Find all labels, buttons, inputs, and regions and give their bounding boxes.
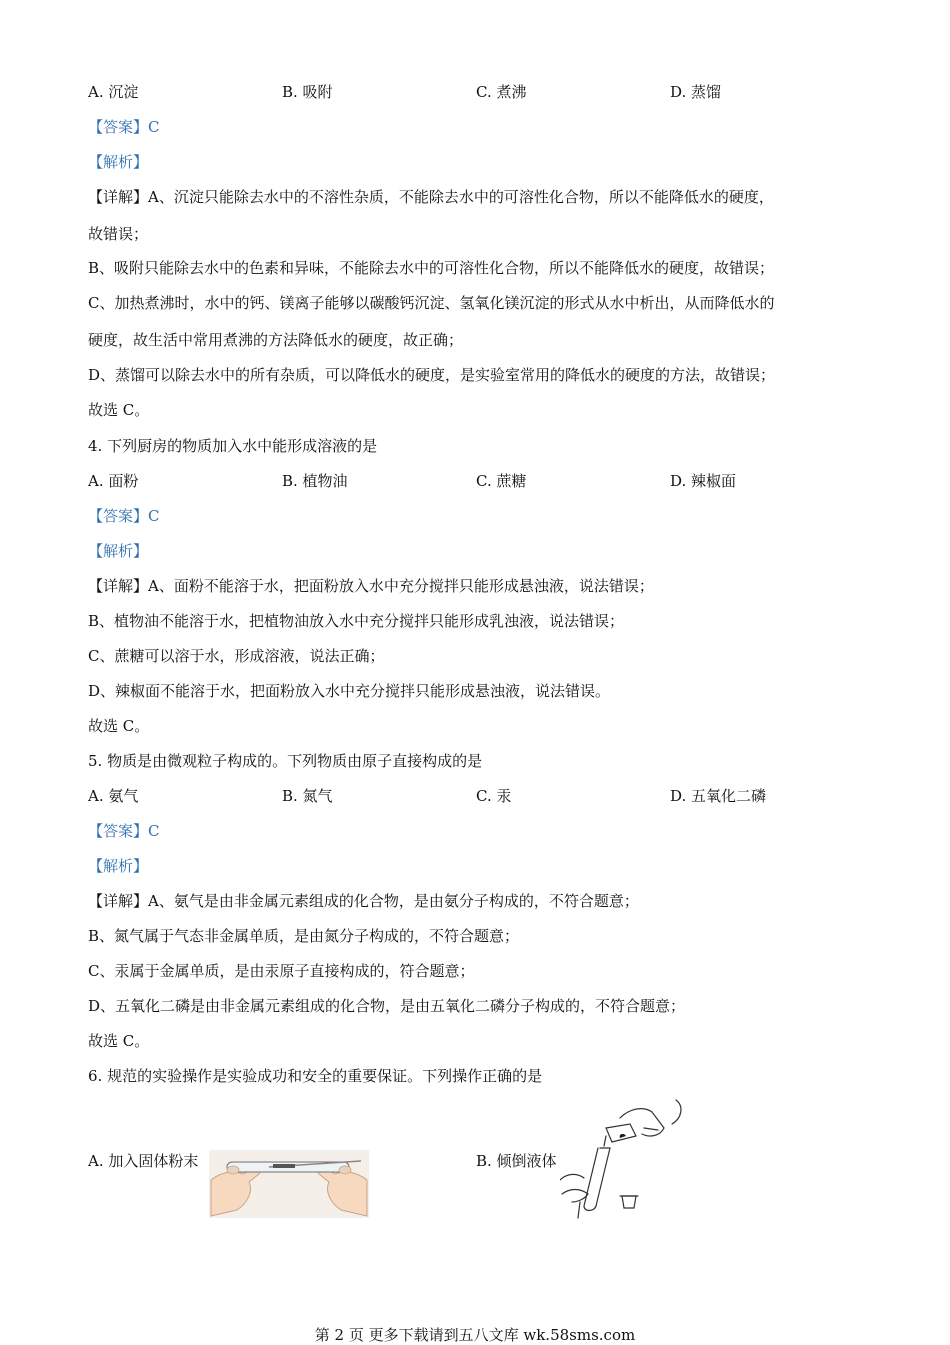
q5-analysis: 【解析】 — [88, 857, 149, 875]
q6-question: 6. 规范的实验操作是实验成功和安全的重要保证。下列操作正确的是 — [88, 1067, 543, 1085]
q5-detail-line: D、五氧化二磷是由非金属元素组成的化合物，是由五氧化二磷分子构成的，不符合题意； — [88, 997, 686, 1015]
q3-detail-line: C、加热煮沸时，水中的钙、镁离子能够以碳酸钙沉淀、氢氧化镁沉淀的形式从水中析出，从而降低水的 — [88, 294, 775, 312]
q4-conclusion: 故选 C。 — [88, 717, 150, 735]
page-footer: 第 2 页 更多下载请到五八文库 wk.58sms.com — [314, 1326, 636, 1344]
q4-option-a: A. 面粉 — [88, 472, 139, 490]
q5-detail-line: C、汞属于金属单质，是由汞原子直接构成的，符合题意； — [88, 962, 475, 980]
q5-option-c: C. 汞 — [476, 787, 512, 805]
figure-add-powder-image — [209, 1150, 369, 1218]
q3-detail-line: 硬度，故生活中常用煮沸的方法降低水的硬度，故正确； — [88, 331, 464, 349]
q4-option-b: B. 植物油 — [282, 472, 348, 490]
q3-option-a: A. 沉淀 — [88, 83, 139, 101]
q3-analysis: 【解析】 — [88, 153, 149, 171]
q6-option-b: B. 倾倒液体 — [476, 1152, 557, 1170]
q4-answer: 【答案】C — [88, 507, 160, 525]
q5-option-d: D. 五氧化二磷 — [670, 787, 767, 805]
q4-option-d: D. 辣椒面 — [670, 472, 737, 490]
q5-conclusion: 故选 C。 — [88, 1032, 150, 1050]
q3-detail-line: 【详解】A、沉淀只能除去水中的不溶性杂质，不能除去水中的可溶性化合物，所以不能降低水的硬度， — [88, 188, 774, 206]
q5-detail-line: B、氮气属于气态非金属单质，是由氮分子构成的，不符合题意； — [88, 927, 520, 945]
q5-answer: 【答案】C — [88, 822, 160, 840]
q3-option-c: C. 煮沸 — [476, 83, 527, 101]
q4-question: 4. 下列厨房的物质加入水中能形成溶液的是 — [88, 437, 378, 455]
q5-option-b: B. 氮气 — [282, 787, 333, 805]
q3-conclusion: 故选 C。 — [88, 401, 150, 419]
q4-detail-line: B、植物油不能溶于水，把植物油放入水中充分搅拌只能形成乳浊液，说法错误； — [88, 612, 625, 630]
q3-detail-line: D、蒸馏可以除去水中的所有杂质，可以降低水的硬度，是实验室常用的降低水的硬度的方法，故错误； — [88, 366, 776, 384]
q3-answer: 【答案】C — [88, 118, 160, 136]
q4-detail-line: C、蔗糖可以溶于水，形成溶液，说法正确； — [88, 647, 385, 665]
q3-detail-line: 故错误； — [88, 225, 149, 243]
q3-option-b: B. 吸附 — [282, 83, 333, 101]
q5-detail-line: 【详解】A、氨气是由非金属元素组成的化合物，是由氨分子构成的，不符合题意； — [88, 892, 639, 910]
q4-detail-line: 【详解】A、面粉不能溶于水，把面粉放入水中充分搅拌只能形成悬浊液，说法错误； — [88, 577, 654, 595]
q3-option-d: D. 蒸馏 — [670, 83, 722, 101]
q4-option-c: C. 蔗糖 — [476, 472, 527, 490]
q3-detail-line: B、吸附只能除去水中的色素和异味，不能除去水中的可溶性化合物，所以不能降低水的硬度，故错误； — [88, 259, 775, 277]
q4-analysis: 【解析】 — [88, 542, 149, 560]
q6-option-a: A. 加入固体粉末 — [88, 1152, 199, 1170]
q5-option-a: A. 氨气 — [88, 787, 139, 805]
figure-pour-liquid-image — [560, 1098, 690, 1220]
q4-detail-line: D、辣椒面不能溶于水，把面粉放入水中充分搅拌只能形成悬浊液，说法错误。 — [88, 682, 611, 700]
q5-question: 5. 物质是由微观粒子构成的。下列物质由原子直接构成的是 — [88, 752, 483, 770]
